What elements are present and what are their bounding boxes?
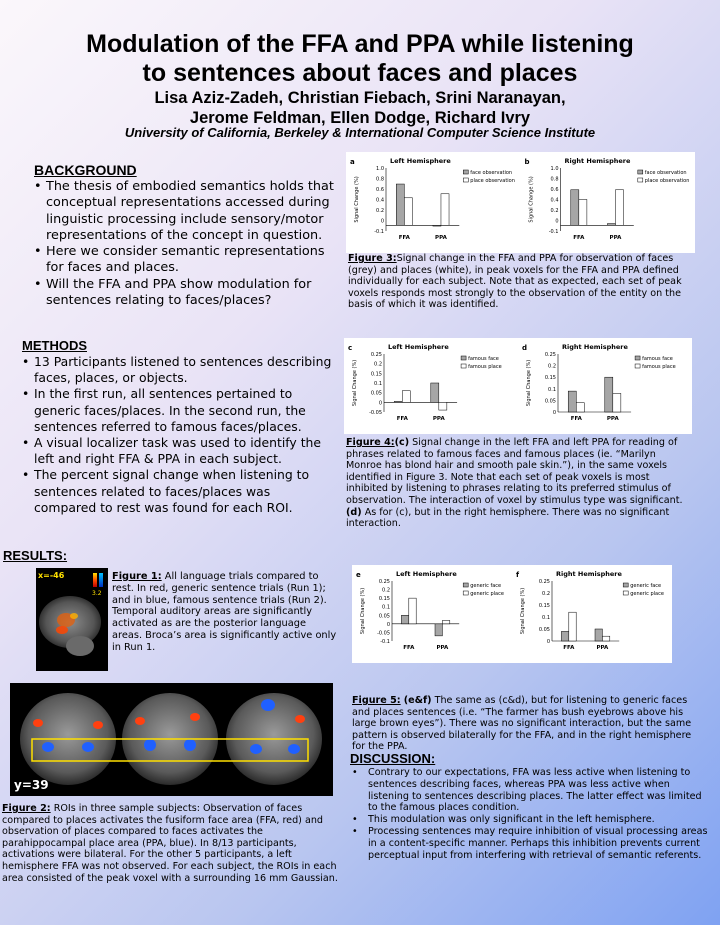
legend-swatch: [463, 178, 468, 182]
figure2-text: ROIs in three sample subjects: Observation of faces compared to places activates the fusiform face area (FFA, red) and observation of places compared to faces activates the parahippocampal place area (PPA, blue). In 8/13 participants, activations were bilateral. For the other 5 participants, a left hemisphere FFA was not observed. For each subject, the ROIs in each area consisted of the peak voxel with a surrounding 16 mm Gaussian.: [2, 803, 338, 884]
x-tick-label: PPA: [436, 645, 449, 651]
y-tick-label: 0.2: [550, 208, 559, 214]
y-tick-label: -0.05: [377, 630, 390, 637]
y-tick-label: 0.25: [378, 579, 390, 585]
figure5-chart: [352, 565, 672, 663]
bar: [613, 393, 621, 412]
discussion-heading: DISCUSSION:: [350, 751, 436, 766]
methods-item: • In the first run, all sentences pertained to generic faces/places. In the second run, the sentences referred to famous faces/places.: [22, 386, 334, 435]
authors-line-2: Jerome Feldman, Ellen Dodge, Richard Ivry: [189, 109, 531, 127]
y-tick-label: 0: [378, 400, 382, 407]
y-tick-label: 0.05: [544, 398, 556, 405]
figure5-chart-panel: [352, 565, 672, 663]
bar: [441, 194, 449, 226]
methods-item: • 13 Participants listened to sentences describing faces, places, or objects.: [22, 354, 334, 386]
y-tick-label: 0.4: [376, 197, 384, 204]
scale-value: 3.2: [92, 590, 102, 597]
y-tick-label: 0.15: [538, 603, 550, 609]
figure4-label-c: (c): [394, 437, 410, 448]
legend-swatch: [635, 364, 640, 368]
methods-section: [22, 338, 334, 516]
legend-label: generic place: [470, 591, 504, 597]
panel-letter: c: [348, 344, 353, 352]
y-tick-label: 0.2: [548, 363, 556, 370]
figure3-text: Signal change in the FFA and PPA for observation of faces (grey) and places (white), in peak voxels for the FFA and PPA defined individually for each subject. Note that as expected, each set of peak voxels responds most strongly to the observation of the entity on the basis of which it was identified.: [348, 253, 682, 311]
y-axis-label: Signal Change (%): [526, 359, 532, 407]
y-tick-label: 0.05: [378, 613, 390, 620]
chart-title: Left Hemisphere: [396, 570, 457, 578]
author-list: [0, 88, 720, 128]
figure4-label: Figure 4:: [346, 437, 395, 448]
discussion-list: [350, 767, 710, 861]
figure3-caption: [348, 253, 688, 311]
legend-label: place observation: [470, 178, 515, 184]
figure5-text: The same as (c&d), but for listening to generic faces and places sentences (i.e. “The farmer has bush eyebrows above his large brown eyes”). There was no significant interaction, but the same pattern is observed bilaterally for the FFA, and in the right hemisphere for the PPA.: [352, 695, 692, 753]
y-tick-label: 0.1: [374, 381, 382, 387]
legend-swatch: [638, 170, 643, 174]
chart-title: Left Hemisphere: [388, 343, 449, 351]
y-tick-label: 0.2: [382, 587, 390, 594]
figure2-caption: [2, 803, 342, 884]
y-tick-label: -0.1: [548, 229, 559, 235]
legend-label: place observation: [644, 178, 690, 184]
y-tick-label: 0.8: [550, 176, 559, 183]
figure4-caption: [346, 437, 688, 530]
bar: [595, 629, 602, 641]
x-tick-label: PPA: [435, 235, 447, 241]
figure4-chart-panel: [344, 338, 692, 434]
panel-letter: b: [524, 158, 530, 166]
x-tick-label: FFA: [396, 416, 408, 422]
authors-line-1: Lisa Aziz-Zadeh, Christian Fiebach, Srini Naranayan,: [154, 89, 566, 107]
legend-label: famous place: [468, 364, 502, 370]
y-axis-label: Signal Change (%): [360, 587, 366, 635]
figure4-chart: [344, 338, 692, 434]
background-item: • The thesis of embodied semantics holds that conceptual representations accessed during linguistic processing include sensory/motor representations of the concept in question.: [34, 179, 334, 244]
figure1-brain-image: [36, 568, 108, 671]
bar: [605, 377, 613, 412]
coronal-brains-graphic: [10, 683, 333, 796]
legend-label: famous face: [468, 356, 499, 362]
y-tick-label: 0.2: [374, 361, 382, 368]
y-tick-label: 0.1: [382, 604, 390, 611]
bar: [576, 403, 584, 412]
legend-swatch: [463, 583, 468, 587]
bar: [569, 612, 576, 641]
bar: [435, 624, 442, 636]
sagittal-brain-graphic: [36, 568, 108, 671]
chart-title: Right Hemisphere: [562, 343, 628, 351]
legend-label: generic face: [630, 583, 662, 589]
y-tick-label: 0.15: [544, 375, 556, 382]
figure4-text-1: Signal change in the left FFA and left PPA for reading of phrases related to famous faces and famous places (ie. “Marilyn Monroe has blond hair and smooth pale skin.”), in the same voxels identified in Figure 3. Note that each set of peak voxels is most inhibited by listening to phrases relating to its preferred stimulus of observation. The interaction of voxel by stimulus type was significant.: [346, 437, 683, 506]
slice-label: y=39: [14, 778, 49, 792]
poster-title: [0, 30, 720, 88]
figure2-label: Figure 2:: [2, 803, 51, 814]
bar: [409, 598, 416, 624]
legend-swatch: [461, 364, 466, 368]
bar: [439, 402, 447, 410]
background-list: [34, 179, 334, 309]
y-tick-label: 0.8: [376, 176, 384, 183]
panel-letter: f: [516, 571, 520, 579]
x-tick-label: PPA: [596, 645, 609, 651]
bar: [568, 391, 576, 412]
background-section: [34, 162, 334, 309]
bar: [607, 224, 615, 226]
y-tick-label: 0.25: [370, 352, 382, 358]
figure1-text: All language trials compared to rest. In red, generic sentence trials (Run 1); and in blue, famous sentence trials (Run 2). Temporal auditory areas are significantly activated as are the posterior language areas. Broca’s area is significantly active only in Run 1.: [112, 571, 337, 653]
legend-swatch: [623, 591, 628, 595]
figure3-label: Figure 3:: [348, 253, 397, 264]
figure2-brain-image: [10, 683, 333, 796]
bar: [431, 383, 439, 402]
legend-label: famous place: [642, 364, 676, 370]
slice-label: x=-46: [38, 571, 65, 580]
y-tick-label: 0.6: [376, 187, 384, 193]
legend-swatch: [463, 591, 468, 595]
y-tick-label: -0.1: [380, 639, 390, 645]
panel-letter: e: [356, 571, 361, 579]
bar: [402, 391, 410, 403]
y-axis-label: Signal Change (%): [528, 176, 535, 223]
figure3-chart: [346, 152, 695, 253]
x-tick-label: PPA: [606, 416, 619, 422]
y-tick-label: 0.15: [370, 371, 382, 378]
legend-swatch: [638, 178, 643, 182]
panel-letter: a: [350, 158, 355, 166]
bar: [571, 190, 579, 226]
discussion-item: • This modulation was only significant in the left hemisphere.: [350, 814, 710, 826]
bar: [404, 198, 412, 225]
title-line-2: to sentences about faces and places: [142, 59, 578, 87]
y-tick-label: 0.2: [376, 208, 384, 214]
discussion-item: • Contrary to our expectations, FFA was less active when listening to sentences describing faces, whereas PPA was less active when listening to sentences describing places. The latter effect was limited to the famous places condition.: [350, 767, 710, 814]
x-tick-label: FFA: [563, 645, 575, 651]
figure1-caption: [112, 571, 337, 654]
y-tick-label: -0.05: [369, 410, 382, 416]
bar: [442, 620, 449, 623]
methods-item: • The percent signal change when listening to sentences related to faces/places was compared to rest was found for each ROI.: [22, 467, 334, 516]
y-tick-label: 0.15: [378, 596, 390, 603]
y-tick-label: 0.25: [544, 352, 556, 358]
y-tick-label: 0.25: [538, 579, 550, 585]
figure5-caption: [352, 695, 692, 753]
panel-letter: d: [522, 344, 528, 352]
methods-heading: METHODS: [22, 338, 87, 353]
y-tick-label: 0.2: [542, 591, 550, 597]
bar: [394, 401, 402, 402]
bar: [579, 200, 587, 226]
y-axis-label: Signal Change (%): [520, 587, 526, 635]
y-tick-label: 0.6: [550, 187, 559, 193]
y-tick-label: 0: [552, 410, 556, 416]
discussion-item: • Processing sentences may require inhibition of visual processing areas in a content-specific manner. Perhaps this inhibition prevents current perceptual input from interfering with retrieval of semantic referents.: [350, 826, 710, 861]
background-item: • Here we consider semantic representations for faces and places.: [34, 244, 334, 277]
title-line-1: Modulation of the FFA and PPA while listening: [86, 30, 634, 58]
chart-title: Left Hemisphere: [390, 157, 451, 165]
bar: [401, 615, 408, 624]
legend-swatch: [635, 356, 640, 360]
legend-label: famous face: [642, 356, 673, 362]
background-item: • Will the FFA and PPA show modulation for sentences relating to faces/places?: [34, 277, 334, 310]
y-tick-label: 0: [546, 639, 550, 645]
y-tick-label: 0: [386, 621, 390, 628]
y-tick-label: 0.05: [538, 627, 550, 633]
legend-swatch: [623, 583, 628, 587]
bar: [561, 631, 568, 641]
background-heading: BACKGROUND: [34, 162, 137, 178]
bar: [433, 225, 441, 226]
affiliation: University of California, Berkeley & International Computer Science Institute: [124, 125, 596, 140]
figure5-label-ef: (e&f): [403, 695, 432, 706]
methods-item: • A visual localizer task was used to identify the left and right FFA & PPA in each subject.: [22, 435, 334, 467]
y-tick-label: 0.1: [548, 386, 556, 393]
bar: [396, 184, 404, 225]
figure4-label-d: (d): [346, 506, 362, 518]
figure4-text-2: As for (c), but in the right hemisphere. There was no significant interaction.: [346, 506, 670, 530]
x-tick-label: PPA: [432, 416, 445, 422]
legend-label: face observation: [470, 170, 513, 176]
y-tick-label: 0: [555, 218, 559, 225]
chart-title: Right Hemisphere: [556, 570, 622, 578]
figure1-label: Figure 1:: [112, 571, 162, 582]
discussion-section: [350, 751, 710, 861]
y-tick-label: 0.1: [542, 615, 550, 621]
legend-swatch: [461, 356, 466, 360]
legend-label: face observation: [644, 170, 687, 176]
figure3-chart-panel: [346, 152, 695, 253]
legend-swatch: [463, 170, 468, 174]
bar: [615, 190, 623, 226]
x-tick-label: FFA: [398, 235, 410, 241]
results-heading: RESULTS:: [3, 548, 68, 563]
y-axis-label: Signal Change (%): [354, 176, 360, 223]
x-tick-label: FFA: [573, 235, 585, 241]
y-tick-label: 1.0: [376, 166, 384, 172]
y-tick-label: -0.1: [374, 229, 384, 235]
y-tick-label: 0.05: [370, 390, 382, 397]
figure5-label: Figure 5:: [352, 695, 401, 706]
chart-title: Right Hemisphere: [564, 157, 631, 165]
bar: [602, 636, 609, 641]
x-tick-label: PPA: [609, 235, 622, 241]
x-tick-label: FFA: [403, 645, 415, 651]
y-tick-label: 0.4: [550, 197, 559, 204]
y-tick-label: 0: [380, 218, 384, 225]
methods-list: [22, 354, 334, 516]
legend-label: generic face: [470, 583, 502, 589]
legend-label: generic place: [630, 591, 664, 597]
y-axis-label: Signal Change (%): [352, 359, 358, 407]
y-tick-label: 1.0: [550, 166, 559, 172]
x-tick-label: FFA: [570, 416, 582, 422]
